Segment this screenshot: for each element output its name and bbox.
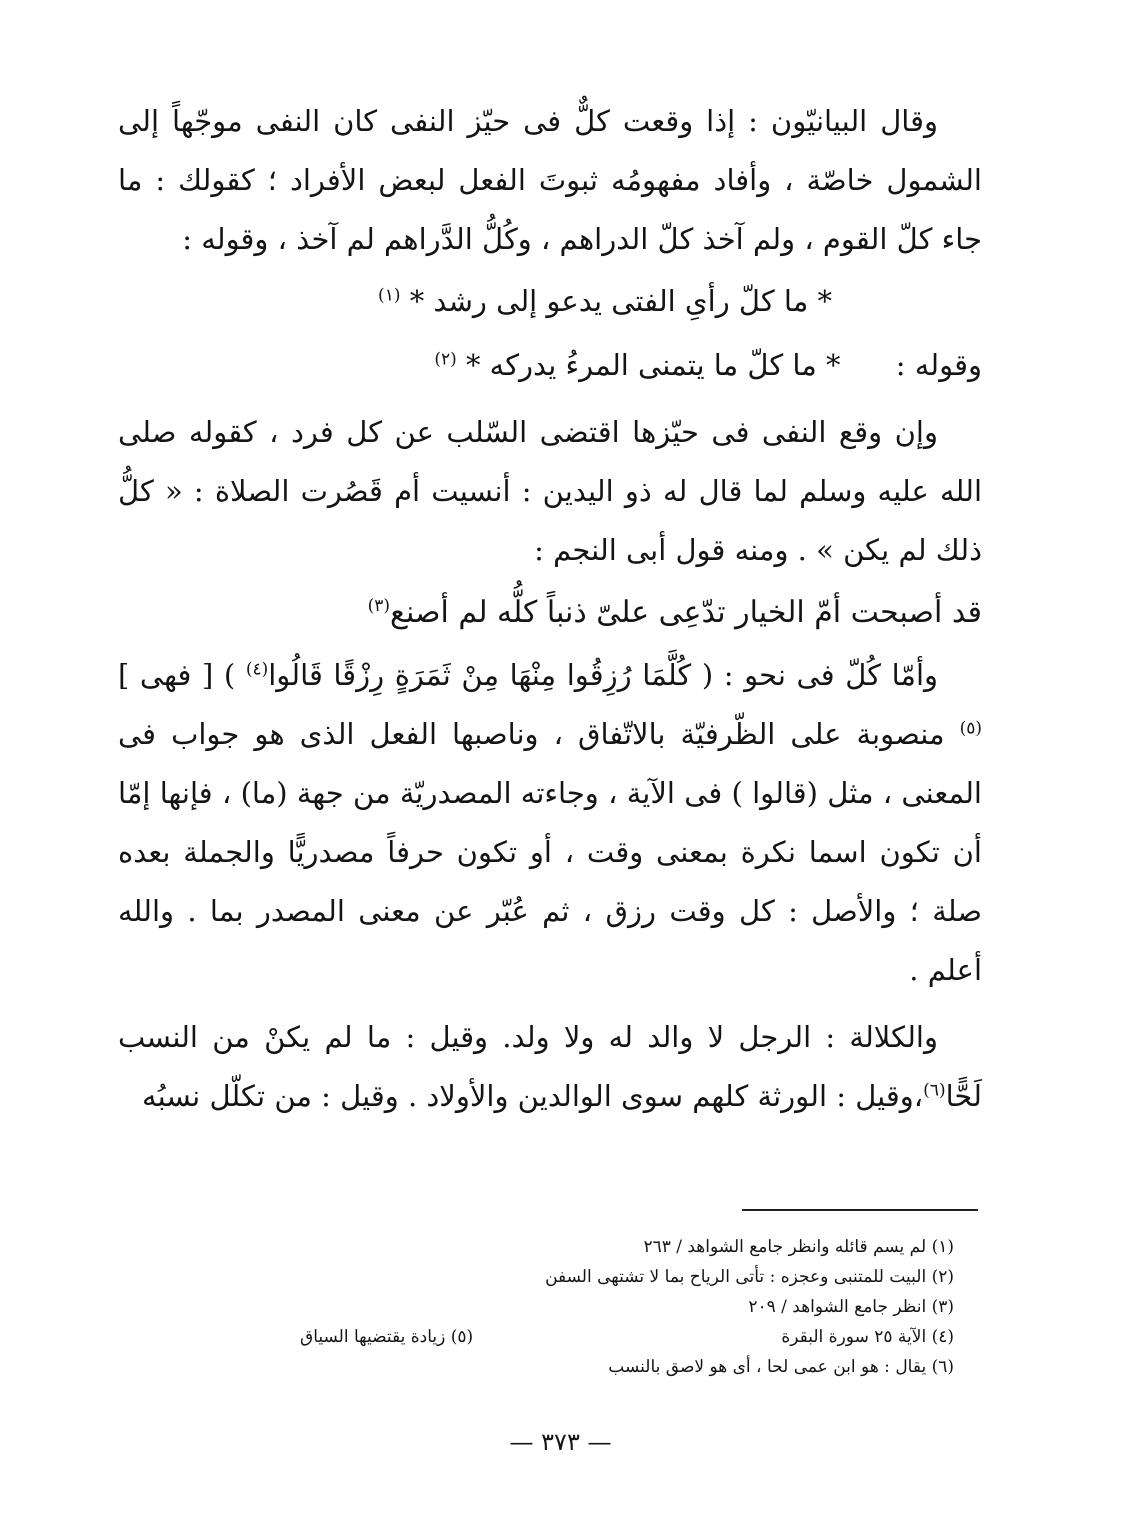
footnote-row-4-5 bbox=[300, 1322, 954, 1352]
footnote-ref-3: (٣) bbox=[367, 596, 390, 616]
paragraph-2: وإن وقع النفى فى حيّزها اقتضى السّلب عن كل فرد ، كقوله صلى الله عليه وسلم لما قال له ذو اليدين : أنسيت أم قَصُرت الصلاة : « كلُّ ذلك لم يكن » . ومنه قول أبى النجم : bbox=[118, 415, 982, 567]
footnote-ref-5: (٥) bbox=[959, 718, 982, 739]
paragraph-3-quran: وأمّا كُلّ فى نحو : ( كُلَّمَا رُزِقُوا مِنْهَا مِنْ ثَمَرَةٍ رِزْقًا قَالُوا bbox=[268, 658, 939, 692]
footnotes bbox=[300, 1232, 954, 1382]
verse-1 bbox=[118, 269, 982, 333]
verse-2-text: * ما كلّ ما يتمنى المرءُ يدركه * bbox=[465, 348, 841, 382]
paragraph-4-start: والكلالة : الرجل لا والد له ولا ولد. وقيل : ما لم يكنْ من النسب لَحًّا bbox=[118, 1020, 982, 1113]
footnote-ref-6: (٦) bbox=[923, 1080, 946, 1101]
paragraph-4-end: ،وقيل : الورثة كلهم سوى الوالدين والأولاد . وقيل : من تكلّل نسبُه bbox=[142, 1079, 924, 1113]
verse-1-text: * ما كلّ رأىِ الفتى يدعو إلى رشد * bbox=[409, 284, 832, 318]
footnote-ref-2: (٢) bbox=[434, 349, 457, 370]
paragraph-3-rest: منصوبة على الظّرفيّة بالاتّفاق ، وناصبها الفعل الذى هو جواب فى المعنى ، مثل (قالوا ) فى الآية ، وجاءته المصدريّة من جهة (ما) ، فإنها إمّا أن تكون اسما نكرة بمعنى وقت ، أو تكون حرفاً مصدريًّا والجملة بعده صلة ؛ والأصل : كل وقت رزق ، ثم عُبّر عن معنى المصدر بما . والله أعلم . bbox=[118, 717, 982, 987]
footnote-3: (٣) انظر جامع الشواهد / ٢٠٩ bbox=[748, 1297, 954, 1317]
paragraph-3-bracket: ) [ فهى ] bbox=[118, 658, 236, 692]
footnote-separator bbox=[742, 1209, 978, 1211]
verse-3 bbox=[118, 580, 982, 646]
footnote-ref-1: (١) bbox=[378, 285, 401, 306]
paragraph-1: وقال البيانيّون : إذا وقعت كلٌّ فى حيّز النفى كان النفى موجّهاً إلى الشمول خاصّة ، وأفاد مفهومُه ثبوتَ الفعل لبعض الأفراد ؛ كقولك : ما جاء كلّ القوم ، ولم آخذ كلّ الدراهم ، وكُلُّ الدَّراهم لم آخذ ، وقوله : bbox=[118, 104, 982, 256]
footnote-ref-4: (٤) bbox=[245, 659, 269, 680]
footnote-6: (٦) يقال : هو ابن عمى لحا ، أى هو لاصق بالنسب bbox=[608, 1357, 954, 1377]
footnote-4: (٤) الآية ٢٥ سورة البقرة bbox=[781, 1327, 954, 1347]
footnote-1: (١) لم يسم قائله وانظر جامع الشواهد / ٢٦٣ bbox=[643, 1237, 954, 1257]
paragraph-4 bbox=[118, 1008, 982, 1126]
page-number: — ٣٧٣ — bbox=[509, 1428, 612, 1456]
paragraph-3 bbox=[118, 646, 982, 1000]
footnote-5: (٥) زيادة يقتضيها السياق bbox=[300, 1327, 474, 1347]
verse-2-intro: وقوله : bbox=[895, 348, 982, 382]
verse-3-text: قد أصبحت أمّ الخيار تدّعِى علىّ ذنباً كلُّه لم أصنع bbox=[389, 595, 982, 630]
main-text bbox=[118, 92, 982, 1126]
footnote-2: (٢) البيت للمتنبى وعجزه : تأتى الرياح بما لا تشتهى السفن bbox=[545, 1267, 954, 1287]
verse-2 bbox=[118, 333, 982, 397]
